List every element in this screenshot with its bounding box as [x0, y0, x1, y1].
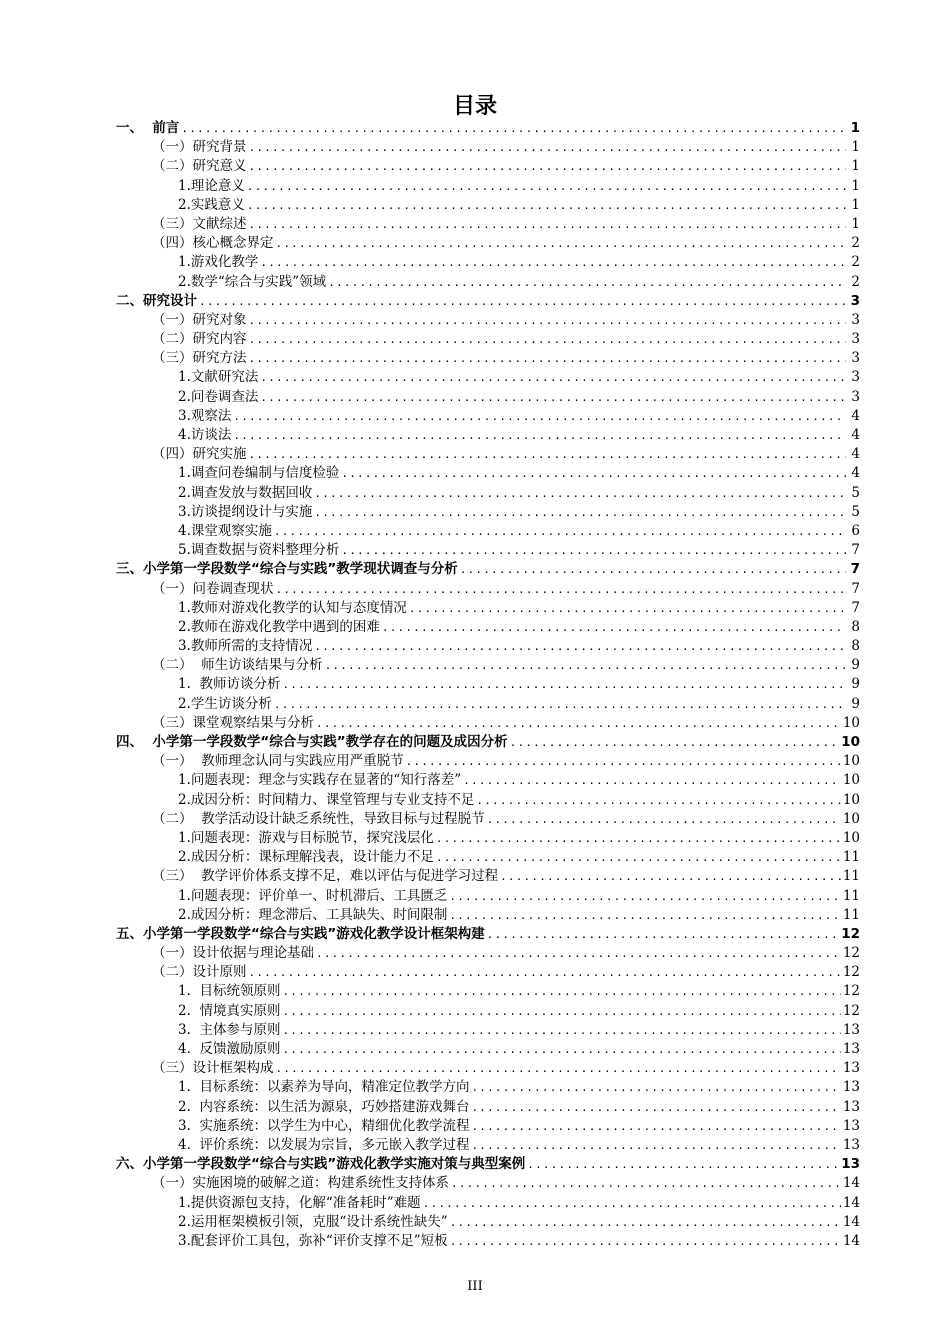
toc-entry[interactable]: [116, 1194, 860, 1213]
toc-dot-leader: [460, 560, 846, 579]
toc-entry-label: 5.调查数据与资料整理分析: [178, 542, 340, 559]
toc-entry[interactable]: [116, 656, 860, 675]
toc-entry-label: （四）核心概念界定: [152, 235, 274, 252]
toc-entry[interactable]: [116, 618, 860, 637]
toc-dot-leader: [382, 618, 846, 637]
toc-entry[interactable]: [116, 196, 860, 215]
toc-dot-leader: [247, 196, 846, 215]
toc-entry-page: 13: [842, 1117, 860, 1134]
toc-entry-label: 1. 目标统领原则: [178, 983, 281, 1000]
toc-entry-label: （二）研究意义: [152, 158, 247, 175]
toc-entry-label: 1. 教师访谈分析: [178, 676, 281, 693]
toc-dot-leader: [463, 771, 841, 790]
toc-entry-page: 13: [841, 1156, 860, 1173]
toc-dot-leader: [249, 215, 847, 234]
toc-entry-label: （二） 师生访谈结果与分析: [152, 657, 323, 674]
toc-dot-leader: [274, 522, 846, 541]
toc-entry-label: 三、小学第一学段数学“综合与实践”教学现状调查与分析: [116, 561, 458, 578]
toc-entry-label: 4.访谈法: [178, 427, 232, 443]
toc-entry-label: 四、 小学第一学段数学“综合与实践”教学存在的问题及成因分析: [116, 734, 508, 750]
toc-entry[interactable]: [116, 330, 860, 349]
toc-entry-page: 4: [851, 465, 860, 482]
toc-entry-label: 3.观察法: [178, 407, 232, 424]
toc-dot-leader: [282, 1021, 840, 1040]
toc-dot-leader: [314, 503, 846, 522]
toc-entry-page: 14: [842, 1194, 860, 1211]
toc-dot-leader: [314, 484, 846, 503]
toc-entry-label: 2.教师在游戏化教学中遇到的困难: [178, 618, 380, 635]
page-number: III: [467, 1279, 483, 1294]
toc-entry-label: （一） 教师理念认同与实践应用严重脱节: [152, 753, 404, 770]
toc-entry[interactable]: [116, 426, 860, 445]
toc-entry-page: 4: [851, 446, 860, 463]
toc-dot-leader: [527, 1155, 839, 1174]
toc-entry-page: 14: [842, 1213, 860, 1230]
toc-entry[interactable]: [116, 1155, 860, 1174]
toc-entry-label: （一）问卷调查现状: [152, 580, 274, 597]
toc-entry-page: 12: [842, 945, 860, 962]
toc-dot-leader: [260, 388, 846, 407]
toc-dot-leader: [247, 177, 846, 196]
toc-entry-label: 1.文献研究法: [178, 369, 259, 386]
toc-entry[interactable]: [116, 867, 860, 886]
toc-entry-page: 8: [851, 638, 860, 655]
toc-entry[interactable]: [116, 963, 860, 982]
toc-entry-label: 2.学生访谈分析: [178, 695, 272, 712]
toc-entry[interactable]: [116, 215, 860, 234]
toc-dot-leader: [316, 944, 841, 963]
toc-entry-page: 3: [851, 331, 860, 348]
toc-entry-page: 3: [851, 350, 860, 367]
toc-entry-page: 13: [842, 1041, 860, 1057]
toc-entry[interactable]: [116, 906, 860, 925]
toc-entry[interactable]: [116, 503, 860, 522]
toc-entry-label: 1.提供资源包支持，化解“准备耗时”难题: [178, 1194, 421, 1211]
toc-entry-label: 2.成因分析：理念滞后、工具缺失、时间限制: [178, 906, 448, 923]
toc-entry[interactable]: [116, 388, 860, 407]
toc-entry-label: 1.问题表现：理念与实践存在显著的“知行落差”: [178, 772, 462, 789]
toc-dot-leader: [276, 234, 847, 253]
toc-dot-leader: [487, 925, 839, 944]
toc-entry[interactable]: [116, 273, 860, 292]
toc-entry[interactable]: [116, 1232, 860, 1251]
toc-dot-leader: [471, 1136, 840, 1155]
toc-entry-label: 3.教师所需的支持情况: [178, 638, 313, 655]
toc-entry-label: 3.配套评价工具包，弥补“评价支撑不足”短板: [178, 1232, 448, 1249]
toc-entry-label: 2.问卷调查法: [178, 388, 259, 405]
toc-entry-page: 12: [842, 1002, 860, 1019]
toc-dot-leader: [249, 311, 847, 330]
toc-entry-label: （二） 教学活动设计缺乏系统性，导致目标与过程脱节: [152, 810, 485, 827]
toc-entry[interactable]: [116, 695, 860, 714]
toc-entry-page: 1: [851, 215, 860, 232]
toc-entry[interactable]: [116, 1059, 860, 1078]
toc-entry-label: （一）实施困境的破解之道：构建系统性支持体系: [152, 1175, 449, 1192]
toc-entry-label: 1.问题表现：游戏与目标脱节，探究浅层化: [178, 829, 434, 846]
toc-entry-page: 14: [842, 1175, 860, 1192]
toc-dot-leader: [282, 982, 840, 1001]
toc-entry-label: （三） 教学评价体系支撑不足，难以评估与促进学习过程: [152, 868, 499, 885]
toc-entry-page: 4: [851, 407, 860, 424]
toc-entry[interactable]: [116, 311, 860, 330]
toc-dot-leader: [249, 349, 847, 368]
toc-entry[interactable]: [116, 925, 860, 944]
toc-entry[interactable]: [116, 714, 860, 733]
toc-dot-leader: [449, 887, 840, 906]
toc-dot-leader: [249, 963, 841, 982]
toc-entry-label: 1.教师对游戏化教学的认知与态度情况: [178, 599, 407, 616]
toc-dot-leader: [449, 906, 840, 925]
toc-entry-label: 1.游戏化教学: [178, 254, 259, 271]
toc-entry[interactable]: [116, 675, 860, 694]
toc-entry-page: 5: [851, 503, 860, 520]
toc-entry-page: 2: [851, 235, 860, 252]
toc-entry-label: （三）课堂观察结果与分析: [152, 714, 314, 731]
toc-dot-leader: [274, 695, 846, 714]
toc-dot-leader: [341, 464, 846, 483]
toc-entry-page: 7: [851, 542, 860, 559]
toc-entry[interactable]: [116, 157, 860, 176]
toc-dot-leader: [471, 1078, 840, 1097]
toc-dot-leader: [510, 733, 840, 752]
toc-entry[interactable]: [116, 445, 860, 464]
toc-entry-label: 2.成因分析：课标理解浅表，设计能力不足: [178, 849, 434, 866]
toc-entry-label: 六、小学第一学段数学“综合与实践”游戏化教学实施对策与典型案例: [116, 1156, 526, 1173]
toc-entry[interactable]: [116, 484, 860, 503]
toc-entry-page: 13: [842, 1079, 860, 1096]
toc-dot-leader: [276, 1059, 841, 1078]
toc-entry-label: 一、 前言: [116, 120, 180, 136]
toc-entry-label: （二）设计原则: [152, 964, 247, 981]
toc-dot-leader: [233, 426, 846, 445]
toc-entry-page: 13: [842, 1021, 860, 1038]
toc-dot-leader: [282, 1002, 840, 1021]
toc-dot-leader: [471, 1098, 840, 1117]
toc-entry-page: 1: [851, 196, 860, 213]
toc-entry-page: 3: [850, 292, 860, 309]
toc-entry-label: （三）研究方法: [152, 350, 247, 367]
toc-dot-leader: [471, 1117, 840, 1136]
toc-dot-leader: [409, 599, 846, 618]
toc-entry-label: 2.调查发放与数据回收: [178, 484, 313, 501]
toc-dot-leader: [328, 273, 846, 292]
toc-entry-page: 2: [851, 254, 860, 271]
toc-entry-page: 10: [842, 829, 860, 846]
toc-entry[interactable]: [116, 752, 860, 771]
toc-entry[interactable]: [116, 829, 860, 848]
toc-entry[interactable]: [116, 407, 860, 426]
toc-entry-page: 12: [841, 925, 860, 942]
toc-dot-leader: [282, 675, 846, 694]
toc-dot-leader: [450, 1213, 841, 1232]
toc-entry[interactable]: [116, 637, 860, 656]
toc-dot-leader: [276, 580, 847, 599]
toc-entry-label: 2.实践意义: [178, 196, 245, 213]
toc-entry-page: 12: [842, 983, 860, 1000]
toc-entry-page: 9: [851, 657, 860, 674]
toc-entry[interactable]: [116, 1021, 860, 1040]
toc-entry[interactable]: [116, 810, 860, 829]
toc-entry-label: （三）设计框架构成: [152, 1060, 274, 1077]
toc-dot-leader: [314, 637, 846, 656]
toc-dot-leader: [249, 445, 847, 464]
toc-dot-leader: [423, 1194, 841, 1213]
toc-entry-label: 4. 评价系统：以发展为宗旨，多元嵌入教学过程: [178, 1136, 470, 1153]
toc-entry-label: 1. 目标系统：以素养为导向，精准定位教学方向: [178, 1079, 470, 1096]
toc-entry-page: 5: [851, 484, 860, 501]
toc-entry-label: （一）设计依据与理论基础: [152, 945, 314, 962]
toc-entry-page: 13: [842, 1060, 860, 1077]
toc-entry-page: 1: [851, 177, 860, 194]
toc-entry[interactable]: [116, 292, 860, 311]
toc-entry-page: 9: [851, 676, 860, 693]
toc-entry-page: 10: [842, 772, 860, 789]
toc-entry[interactable]: [116, 119, 860, 138]
toc-entry-page: 13: [842, 1098, 860, 1115]
toc-entry-page: 4: [851, 427, 860, 443]
toc-entry-label: （二）研究内容: [152, 331, 247, 348]
toc-entry-page: 13: [842, 1136, 860, 1153]
toc-entry-page: 14: [842, 1232, 860, 1249]
toc-entry[interactable]: [116, 944, 860, 963]
toc-entry[interactable]: [116, 791, 860, 810]
toc-entry-page: 11: [842, 849, 860, 866]
toc-entry-page: 1: [850, 120, 860, 136]
toc-entry-label: 2.运用框架模板引领，克服“设计系统性缺失”: [178, 1213, 448, 1230]
toc-entry[interactable]: [116, 368, 860, 387]
toc-entry[interactable]: [116, 1002, 860, 1021]
toc-dot-leader: [199, 292, 846, 311]
toc-dot-leader: [249, 330, 847, 349]
toc-dot-leader: [451, 1174, 841, 1193]
toc-dot-leader: [282, 1040, 840, 1059]
toc-entry-label: 2. 情境真实原则: [178, 1002, 281, 1019]
toc-entry-label: （一）研究背景: [152, 139, 247, 156]
toc-dot-leader: [260, 253, 846, 272]
toc-entry[interactable]: [116, 1174, 860, 1193]
toc-dot-leader: [260, 368, 846, 387]
toc-dot-leader: [233, 407, 846, 426]
toc-entry[interactable]: [116, 560, 860, 579]
toc-entry-page: 3: [851, 311, 860, 328]
toc-entry-label: 2.数学“综合与实践”领域: [178, 273, 327, 290]
toc-dot-leader: [487, 810, 841, 829]
toc-entry-label: 2. 内容系统：以生活为源泉，巧妙搭建游戏舞台: [178, 1098, 470, 1115]
toc-entry[interactable]: [116, 234, 860, 253]
table-of-contents: [116, 119, 860, 1251]
toc-title: 目录: [452, 94, 497, 119]
toc-entry-page: 11: [842, 887, 860, 904]
toc-entry-page: 11: [842, 906, 860, 923]
toc-entry[interactable]: [116, 580, 860, 599]
toc-entry[interactable]: [116, 599, 860, 618]
toc-entry-label: （四）研究实施: [152, 446, 247, 463]
toc-dot-leader: [181, 119, 846, 138]
toc-entry-page: 6: [851, 522, 860, 539]
toc-entry-page: 10: [842, 714, 860, 731]
toc-entry-page: 1: [851, 158, 860, 175]
toc-entry[interactable]: [116, 522, 860, 541]
toc-dot-leader: [476, 791, 840, 810]
toc-entry-page: 10: [842, 810, 860, 827]
toc-entry-page: 2: [851, 273, 860, 290]
toc-entry-page: 10: [841, 734, 860, 750]
toc-dot-leader: [341, 541, 846, 560]
toc-entry[interactable]: [116, 1098, 860, 1117]
toc-dot-leader: [436, 829, 841, 848]
toc-entry-label: 二、研究设计: [116, 292, 197, 309]
toc-entry-page: 7: [851, 580, 860, 597]
toc-entry-label: 4. 反馈激励原则: [178, 1041, 281, 1057]
toc-entry-page: 8: [851, 618, 860, 635]
toc-entry-label: 4.课堂观察实施: [178, 522, 272, 539]
toc-dot-leader: [249, 157, 847, 176]
toc-dot-leader: [406, 752, 841, 771]
toc-entry-page: 9: [851, 695, 860, 712]
toc-entry-page: 3: [851, 369, 860, 386]
toc-entry[interactable]: [116, 771, 860, 790]
toc-entry[interactable]: [116, 1213, 860, 1232]
toc-entry-page: 10: [842, 753, 860, 770]
toc-entry[interactable]: [116, 1136, 860, 1155]
toc-entry[interactable]: [116, 253, 860, 272]
toc-entry-label: （三）文献综述: [152, 215, 247, 232]
toc-dot-leader: [316, 714, 841, 733]
toc-entry-label: 五、小学第一学段数学“综合与实践”游戏化教学设计框架构建: [116, 925, 485, 942]
toc-entry-page: 10: [842, 791, 860, 808]
toc-entry[interactable]: [116, 1117, 860, 1136]
toc-entry-label: 1.调查问卷编制与信度检验: [178, 465, 340, 482]
toc-entry-page: 1: [851, 139, 860, 156]
toc-entry[interactable]: [116, 887, 860, 906]
toc-entry[interactable]: [116, 1040, 860, 1059]
toc-entry[interactable]: [116, 177, 860, 196]
toc-entry-page: 7: [850, 561, 860, 578]
toc-entry[interactable]: [116, 464, 860, 483]
toc-entry-label: 1.问题表现：评价单一、时机滞后、工具匮乏: [178, 887, 448, 904]
toc-entry-label: 3. 实施系统：以学生为中心，精细优化教学流程: [178, 1117, 470, 1134]
toc-dot-leader: [450, 1232, 841, 1251]
toc-entry-label: 1.理论意义: [178, 177, 245, 194]
toc-entry[interactable]: [116, 982, 860, 1001]
toc-entry[interactable]: [116, 733, 860, 752]
toc-entry-page: 3: [851, 388, 860, 405]
toc-entry-label: （一）研究对象: [152, 311, 247, 328]
toc-entry[interactable]: [116, 541, 860, 560]
toc-dot-leader: [249, 138, 847, 157]
toc-entry-page: 7: [851, 599, 860, 616]
toc-dot-leader: [500, 867, 841, 886]
toc-entry[interactable]: [116, 349, 860, 368]
toc-entry[interactable]: [116, 848, 860, 867]
toc-entry[interactable]: [116, 1078, 860, 1097]
toc-entry[interactable]: [116, 138, 860, 157]
toc-dot-leader: [325, 656, 846, 675]
toc-dot-leader: [436, 848, 841, 867]
toc-entry-label: 3. 主体参与原则: [178, 1021, 281, 1038]
toc-entry-page: 11: [842, 868, 860, 885]
toc-entry-label: 3.访谈提纲设计与实施: [178, 503, 313, 520]
toc-entry-label: 2.成因分析：时间精力、课堂管理与专业支持不足: [178, 791, 475, 808]
toc-entry-page: 12: [842, 964, 860, 981]
